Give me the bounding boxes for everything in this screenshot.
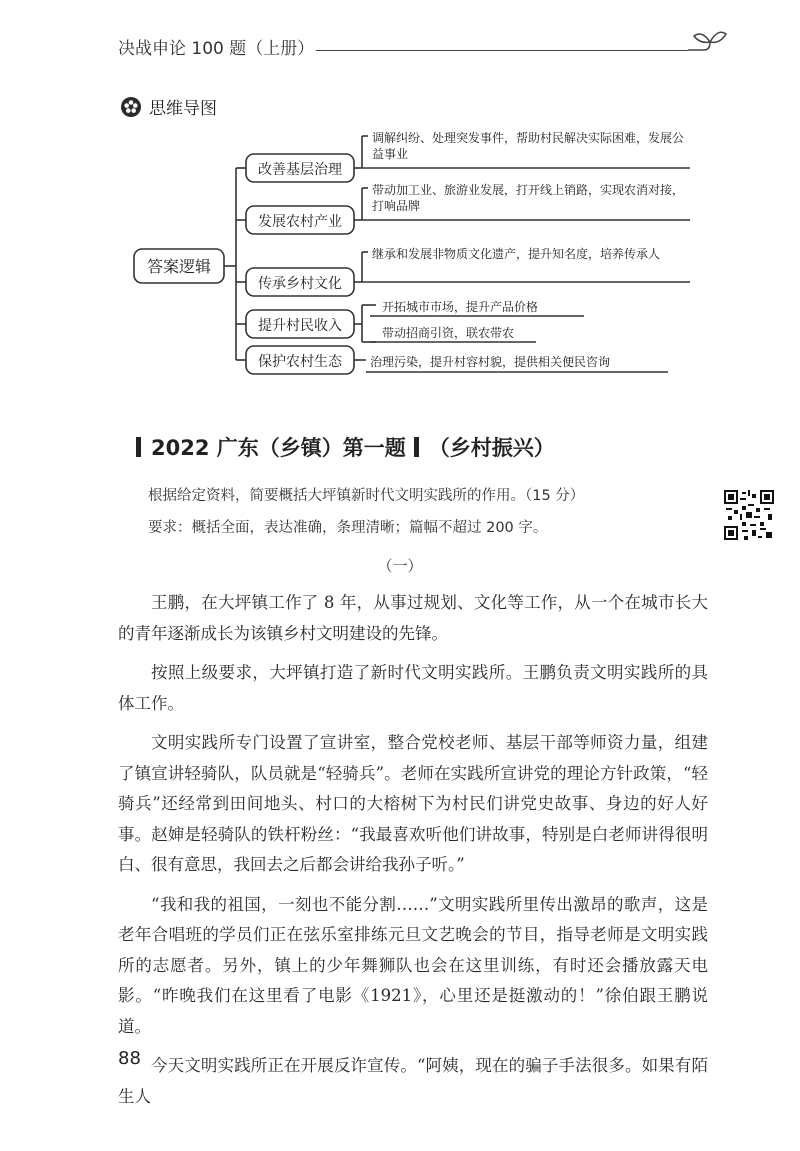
question-prompt: 根据给定资料，简要概括大坪镇新时代文明实践所的作用。（15 分） (148, 488, 585, 504)
branch-detail-ecology: 治理污染，提升村容村貌，提供相关便民咨询 (370, 355, 611, 369)
branch-detail-culture: 继承和发展非物质文化遗产，提升知名度，培养传承人 (372, 247, 661, 261)
branch-detail-income-2: 带动招商引资，联农带农 (382, 326, 515, 340)
title-bar-right (414, 437, 419, 457)
title-bar-left (136, 437, 141, 457)
question-title-main: 2022 广东（乡镇）第一题 (151, 436, 406, 460)
branch-detail-governance: 调解纠纷、处理突发事件，帮助村民解决实际困难，发展公益事业 (372, 131, 685, 161)
branch-label-ecology: 保护农村生态 (258, 354, 342, 370)
question-title-topic: （乡村振兴） (428, 436, 555, 460)
book-header-title: 决战申论 100 题（上册） (118, 39, 315, 59)
branch-label-industry: 发展农村产业 (258, 214, 342, 230)
question-title (130, 432, 555, 462)
material-paragraph: “我和我的祖国，一刻也不能分割……”文明实践所里传出激昂的歌声，这是老年合唱班的学员们正在弦乐室排练元旦文艺晚会的节目，指导老师是文明实践所的志愿者。另外，镇上的少年舞狮队也会在这里训练，有时还会播放露天电影。“昨晚我们在这里看了电影《1921》，心里还是挺激动的！”徐伯跟王鹏说道。 (118, 894, 708, 1036)
page-number: 88 (118, 1048, 141, 1069)
material-part-label: （一） (377, 557, 423, 575)
material-paragraph: 按照上级要求，大坪镇打造了新时代文明实践所。王鹏负责文明实践所的具体工作。 (118, 663, 708, 713)
material-passage (118, 588, 708, 1121)
mind-map-root: 答案逻辑 (146, 257, 212, 276)
branch-detail-industry: 带动加工业、旅游业发展，打开线上销路，实现农消对接，打响品牌 (372, 183, 685, 213)
branch-label-governance: 改善基层治理 (258, 162, 342, 178)
mind-map-heading-label: 思维导图 (149, 99, 217, 119)
material-paragraph: 王鹏，在大坪镇工作了 8 年，从事过规划、文化等工作，从一个在城市长大的青年逐渐成长为该镇乡村文明建设的先锋。 (118, 593, 708, 643)
branch-label-income: 提升村民收入 (258, 318, 342, 334)
branch-detail-income-1: 开拓城市市场，提升产品价格 (382, 300, 539, 314)
material-paragraph: 今天文明实践所正在开展反诈宣传。“阿姨，现在的骗子手法很多。如果有陌生人 (118, 1056, 708, 1106)
qr-code-icon[interactable] (724, 490, 774, 540)
material-paragraph: 文明实践所专门设置了宣讲室，整合党校老师、基层干部等师资力量，组建了镇宣讲轻骑队，队员就是“轻骑兵”。老师在实践所宣讲党的理论方针政策，“轻骑兵”还经常到田间地头、村口的大榕树下为村民们讲党史故事、身边的好人好事。赵婶是轻骑队的铁杆粉丝：“我最喜欢听他们讲故事，特别是白老师讲得很明白、很有意思，我回去之后都会讲给我孙子听。” (118, 733, 708, 874)
question-requirement: 要求：概括全面，表达准确，条理清晰；篇幅不超过 200 字。 (148, 520, 548, 536)
branch-label-culture: 传承乡村文化 (258, 276, 342, 292)
